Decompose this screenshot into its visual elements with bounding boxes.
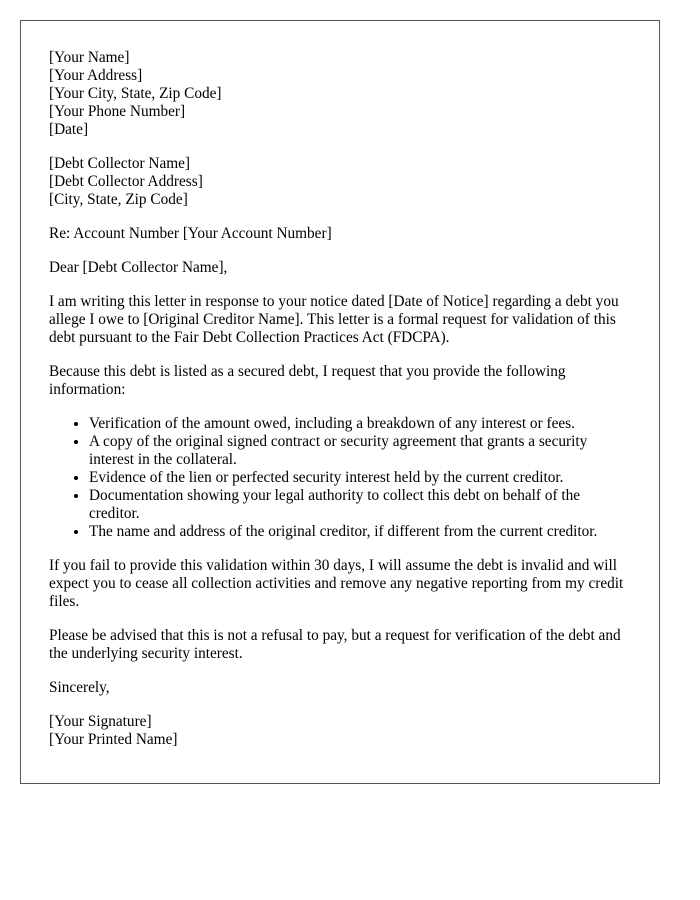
intro-paragraph: I am writing this letter in response to your notice dated [Date of Notice] regarding a debt you allege I owe to [Original Creditor Name]. This letter is a formal request for validation of this debt pursuant to the Fair Debt Collection Practices Act (FDCPA). (49, 293, 619, 346)
request-list (49, 415, 633, 541)
signature-line: [Your Signature] (49, 713, 152, 730)
deadline-paragraph: If you fail to provide this validation within 30 days, I will assume the debt is invalid and will expect you to cease all collection activities and remove any negative reporting from my credit files. (49, 557, 624, 610)
sender-city-state-zip: [Your City, State, Zip Code] (49, 85, 222, 102)
list-item: • A copy of the original signed contract or security agreement that grants a security interest in the collateral. (89, 433, 633, 469)
recipient-city-state-zip: [City, State, Zip Code] (49, 191, 188, 208)
list-item: • Verification of the amount owed, including a breakdown of any interest or fees. (89, 415, 633, 433)
closing: Sincerely, (49, 679, 110, 696)
signature-block (49, 713, 633, 749)
sender-name: [Your Name] (49, 49, 130, 66)
recipient-address: [Debt Collector Address] (49, 173, 203, 190)
clarification-paragraph: Please be advised that this is not a refusal to pay, but a request for verification of the debt and the underlying security interest. (49, 627, 621, 662)
sender-phone: [Your Phone Number] (49, 103, 186, 120)
letter-page (20, 20, 660, 784)
salutation: Dear [Debt Collector Name], (49, 259, 228, 276)
printed-name: [Your Printed Name] (49, 731, 178, 748)
letter-date: [Date] (49, 121, 89, 138)
recipient-block (49, 155, 633, 209)
sender-address: [Your Address] (49, 67, 143, 84)
list-item: • The name and address of the original creditor, if different from the current creditor. (89, 523, 633, 541)
request-intro-paragraph: Because this debt is listed as a secured debt, I request that you provide the following information: (49, 363, 566, 398)
subject-line: Re: Account Number [Your Account Number] (49, 225, 332, 242)
list-item: • Evidence of the lien or perfected security interest held by the current creditor. (89, 469, 633, 487)
list-item: • Documentation showing your legal authority to collect this debt on behalf of the creditor. (89, 487, 633, 523)
recipient-name: [Debt Collector Name] (49, 155, 191, 172)
sender-block (49, 49, 633, 139)
